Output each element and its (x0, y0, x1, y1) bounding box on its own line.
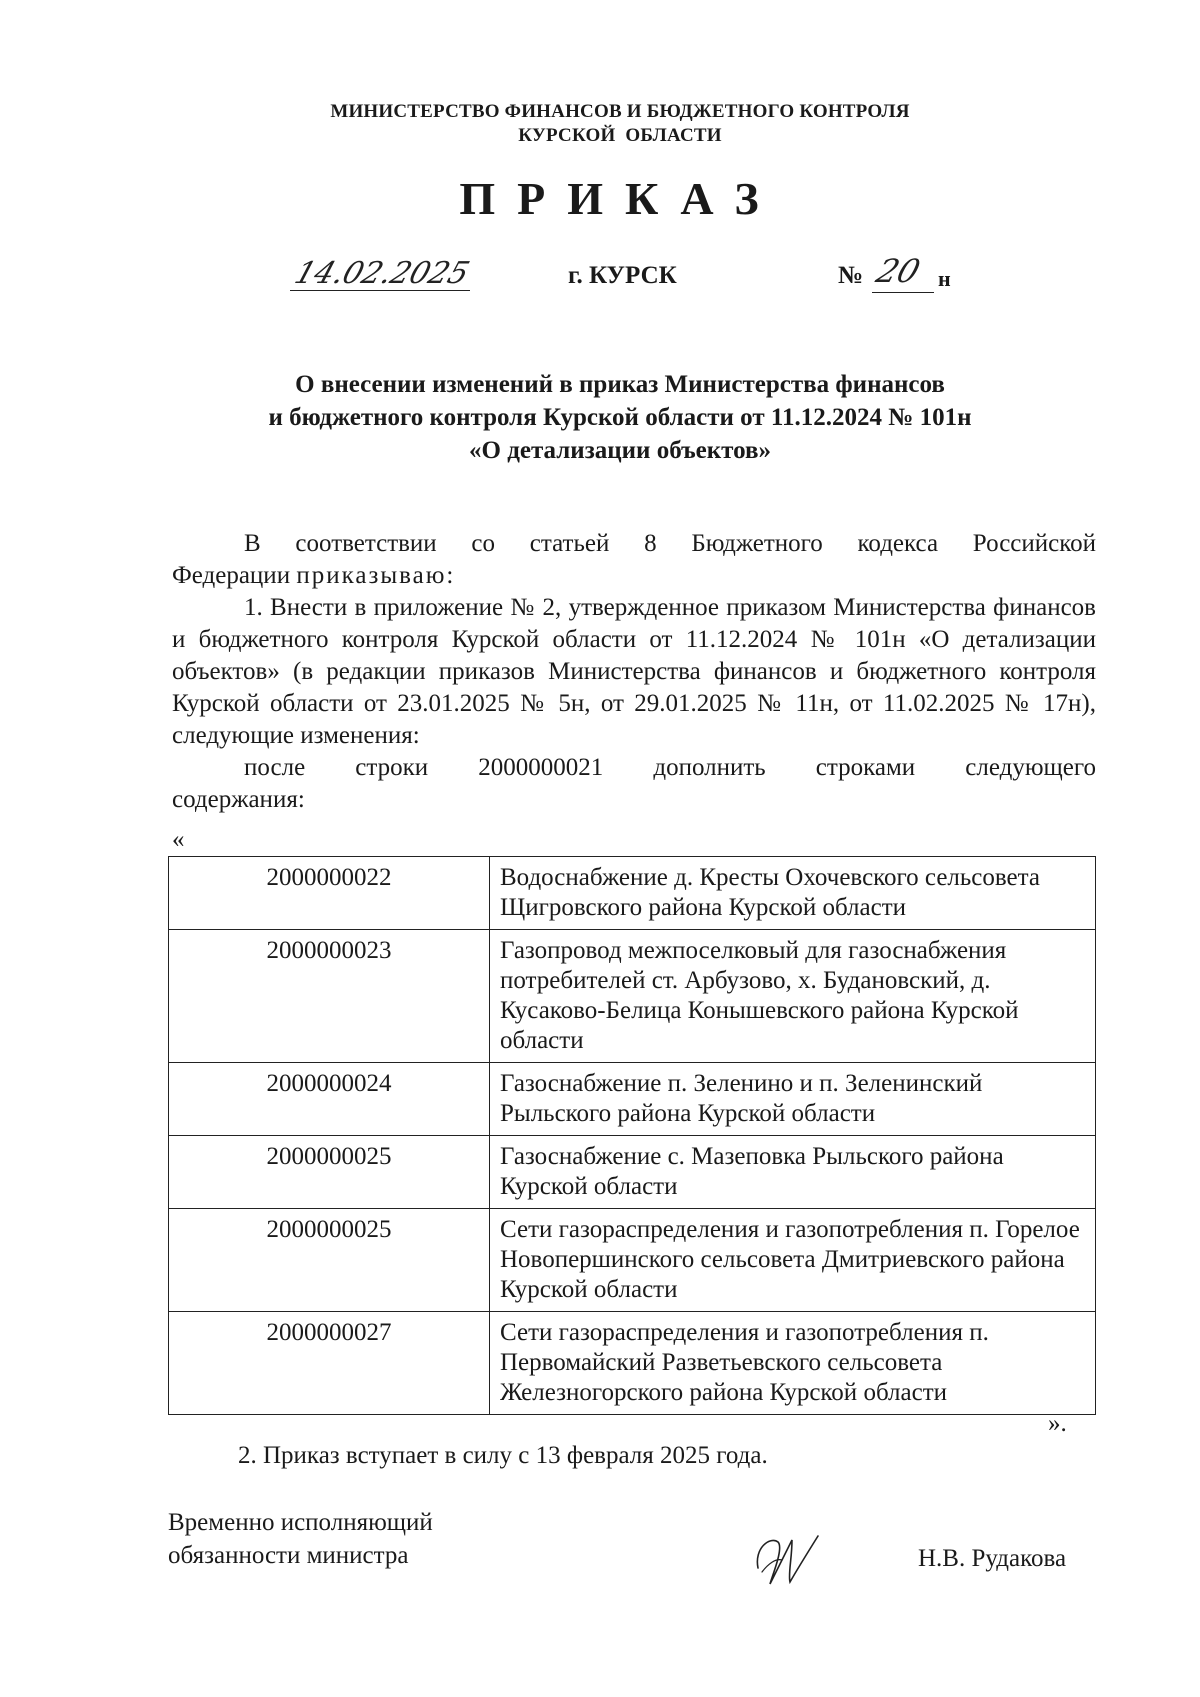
document-type-heading: ПРИКАЗ (459, 173, 781, 224)
number-suffix: н (938, 266, 951, 291)
date-underline (290, 290, 470, 291)
organization-header (0, 100, 1200, 148)
order-word: приказываю: (296, 562, 456, 589)
object-code-cell: 2000000023 (169, 930, 490, 1063)
table-row (169, 1209, 1096, 1312)
handwritten-date: 14.02.2025 (290, 256, 474, 291)
object-code-cell: 2000000025 (169, 1136, 490, 1209)
signatory-position (168, 1506, 433, 1572)
organization-name-line2: КУРСКОЙ ОБЛАСТИ (518, 125, 722, 146)
table-row (169, 857, 1096, 930)
table-row (169, 1312, 1096, 1415)
number-label: № (838, 262, 864, 289)
item1-sub-line1: после строки 2000000021 дополнить строками следующего (244, 754, 1096, 781)
object-code-cell: 2000000027 (169, 1312, 490, 1415)
object-name-cell: Сети газораспределения и газопотребления п. Горелое Новопершинского сельсовета Дмитриевского района Курской области (490, 1209, 1096, 1312)
preamble-line1: В соответствии со статьей 8 Бюджетного кодекса Российской (244, 530, 1096, 557)
table-row (169, 1136, 1096, 1209)
item1-sub-line2: содержания: (172, 786, 305, 813)
document-body (172, 528, 1096, 816)
title-line1: О внесении изменений в приказ Министерства финансов (295, 371, 945, 398)
city-label: г. КУРСК (568, 262, 677, 289)
object-name-cell: Водоснабжение д. Кресты Охочевского сельсовета Щигровского района Курской области (490, 857, 1096, 930)
handwritten-number: 20 (871, 252, 925, 290)
object-name-cell: Сети газораспределения и газопотребления п. Первомайский Разветьевского сельсовета Железногорского района Курской области (490, 1312, 1096, 1415)
open-quote: « (172, 826, 185, 853)
organization-name-line1: МИНИСТЕРСТВО ФИНАНСОВ И БЮДЖЕТНОГО КОНТРОЛЯ (330, 101, 910, 122)
number-underline (872, 292, 934, 293)
objects-table (168, 856, 1096, 1415)
object-name-cell: Газопровод межпоселковый для газоснабжения потребителей ст. Арбузово, х. Будановский, д. Кусаково-Белица Конышевского района Курской области (490, 930, 1096, 1063)
position-line2: обязанности министра (168, 1542, 409, 1569)
handwritten-signature (748, 1528, 826, 1592)
item2-paragraph: 2. Приказ вступает в силу с 13 февраля 2025 года. (238, 1442, 768, 1469)
item1-paragraph: 1. Внести в приложение № 2, утвержденное приказом Министерства финансов и бюджетного контроля Курской области от 11.12.2024 № 101н «О детализации объектов» (в редакции приказов Министерства финансов и бюджетного контроля Курской области от 23.01.2025 № 5н, от 29.01.2025 № 11н, от 11.02.2025 № 17н), следующие изменения: (172, 594, 1096, 749)
title-line3: «О детализации объектов» (469, 437, 771, 464)
table-row (169, 930, 1096, 1063)
object-name-cell: Газоснабжение п. Зеленино и п. Зеленинский Рыльского района Курской области (490, 1063, 1096, 1136)
preamble-federation: Федерации (172, 562, 291, 589)
object-code-cell: 2000000024 (169, 1063, 490, 1136)
position-line1: Временно исполняющий (168, 1509, 433, 1536)
table-row (169, 1063, 1096, 1136)
signer-name: Н.В. Рудакова (918, 1545, 1067, 1572)
preamble-line2 (172, 560, 1096, 592)
document-title (0, 368, 1200, 467)
close-quote: ». (1048, 1410, 1067, 1437)
object-name-cell: Газоснабжение с. Мазеповка Рыльского района Курской области (490, 1136, 1096, 1209)
objects-table-body (169, 857, 1096, 1415)
document-meta-row (0, 252, 1200, 302)
title-line2: и бюджетного контроля Курской области от 11.12.2024 № 101н (268, 404, 972, 431)
object-code-cell: 2000000025 (169, 1209, 490, 1312)
object-code-cell: 2000000022 (169, 857, 490, 930)
